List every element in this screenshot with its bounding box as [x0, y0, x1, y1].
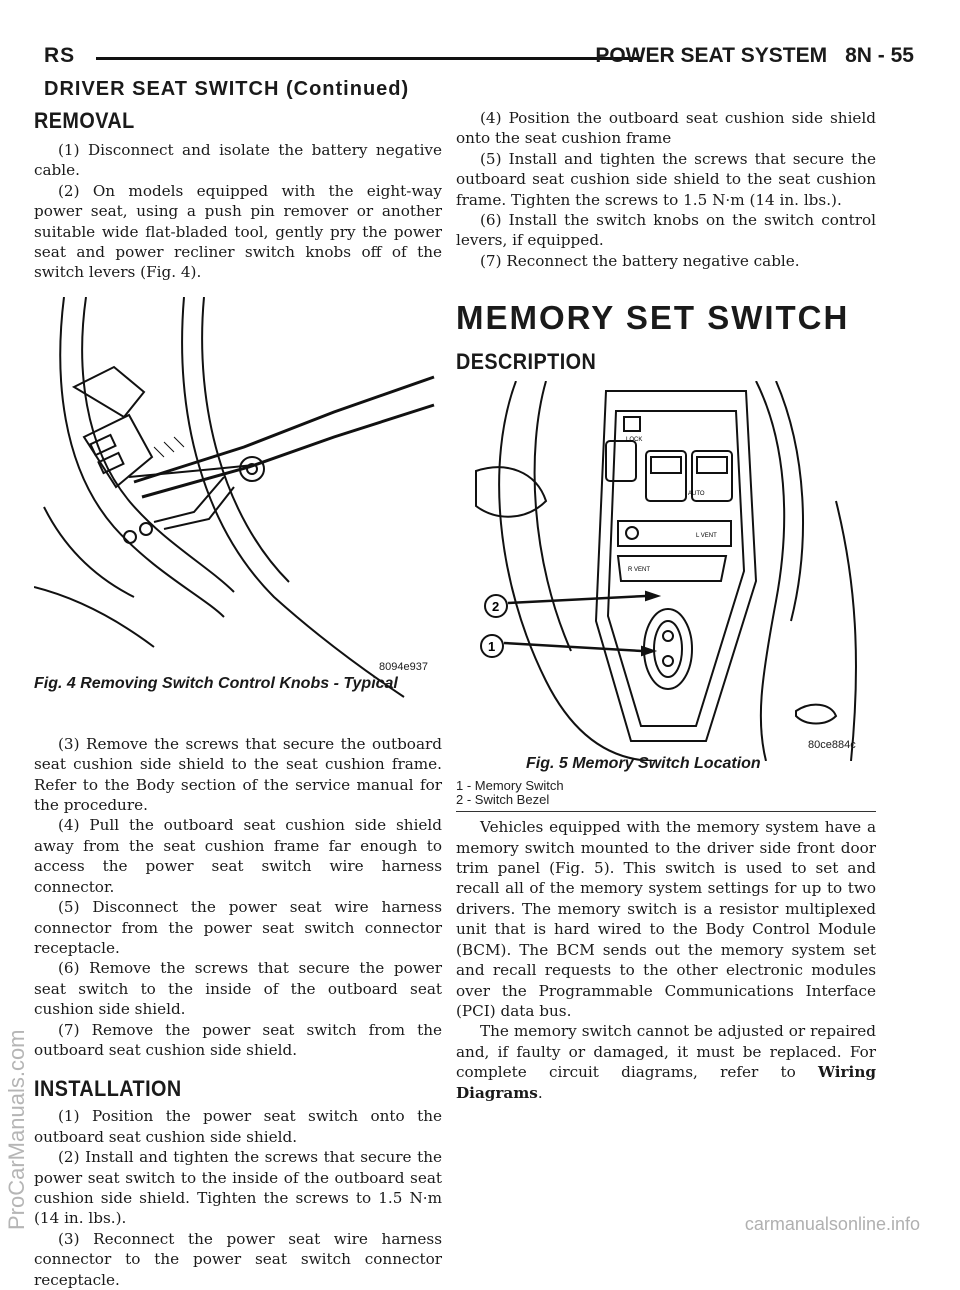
wiring-diagrams-ref: Wiring Diagrams: [456, 1063, 876, 1102]
header-right: [595, 44, 914, 68]
memory-para-2-end: .: [537, 1083, 543, 1102]
fig4-figure: [34, 297, 442, 734]
removal-heading: REMOVAL: [34, 108, 135, 133]
fig4-code: 8094e937: [379, 660, 428, 673]
fig5-illustration: [456, 381, 876, 761]
legend-rule: [456, 811, 876, 812]
removal-step-1: (1) Disconnect and isolate the battery negative cable.: [34, 141, 442, 180]
lock-label: LOCK: [626, 437, 643, 444]
left-column: [34, 108, 442, 1290]
removal-step-5: (5) Disconnect the power seat wire harness connector from the power seat switch connector receptacle.: [34, 898, 442, 957]
header-title: POWER SEAT SYSTEM: [595, 44, 828, 67]
install-step-7: (7) Reconnect the battery negative cable.: [480, 251, 800, 270]
removal-step-3: (3) Remove the screws that secure the outboard seat cushion side shield to the seat cushion frame. Refer to the Body section of the service manual for the procedure.: [34, 734, 442, 815]
callout-2: 2: [492, 599, 500, 615]
legend-item-1: 1 - Memory Switch: [456, 778, 564, 794]
installation-heading: INSTALLATION: [34, 1076, 182, 1102]
callout-1: 1: [488, 639, 496, 655]
fig5-code: 80ce884c: [808, 739, 856, 752]
removal-step-7: (7) Remove the power seat switch from the outboard seat cushion side shield.: [34, 1020, 442, 1059]
l-vent-label: L VENT: [696, 533, 717, 540]
memory-para-2-text: The memory switch cannot be adjusted or repaired and, if faulty or damaged, it must be replaced. For complete circuit diagrams, refer to: [456, 1022, 876, 1082]
header-section-code: RS: [44, 44, 76, 67]
memory-para-1: Vehicles equipped with the memory system have a memory switch mounted to the driver side front door trim panel (Fig. 5). This switch is used to set and recall all of the memory system settings for up to two drivers. The memory switch is a resistor multiplexed unit that is hard wired to the Body Control Module (BCM). The BCM sends out the memory system set and recall requests to the other electronic modules over the Programmable Communications Interface (PCI) data bus.: [456, 818, 876, 1020]
fig4-illustration: [34, 297, 442, 707]
memory-set-switch-title: MEMORY SET SWITCH: [456, 299, 850, 337]
footer-watermark: carmanualsonline.info: [744, 1214, 920, 1234]
fig5-caption: Fig. 5 Memory Switch Location: [526, 755, 761, 773]
description-heading: DESCRIPTION: [456, 349, 597, 375]
install-step-4: (4) Position the outboard seat cushion side shield onto the seat cushion frame: [456, 109, 876, 148]
fig4-caption: Fig. 4 Removing Switch Control Knobs - Typical: [34, 674, 398, 692]
install-step-1: (1) Position the power seat switch onto the outboard seat cushion side shield.: [34, 1107, 442, 1146]
fig5-legend: [456, 779, 564, 807]
legend-item-2: 2 - Switch Bezel: [456, 792, 550, 808]
removal-step-4: (4) Pull the outboard seat cushion side shield away from the seat cushion frame far enough to access the power seat switch wire harness connector.: [34, 816, 442, 896]
install-step-3: (3) Reconnect the power seat wire harness connector to the power seat switch connector receptacle.: [34, 1229, 442, 1289]
watermark: ProCarManuals.com: [4, 1029, 29, 1230]
removal-step-2: (2) On models equipped with the eight-way power seat, using a push pin remover or another suitable wide flat-bladed tool, gently pry the power seat and power recliner switch knobs off of the switch levers (Fig. 4).: [34, 181, 442, 282]
install-step-6: (6) Install the switch knobs on the switch control levers, if equipped.: [456, 211, 876, 250]
install-step-5: (5) Install and tighten the screws that secure the outboard seat cushion side shield to the seat cushion frame. Tighten the screws to 1.5 N·m (14 in. lbs.).: [456, 149, 876, 209]
install-step-2: (2) Install and tighten the screws that secure the power seat switch to the inside of the outboard seat cushion side shield. Tighten the screws to 1.5 N·m (14 in. lbs.).: [34, 1148, 442, 1228]
r-vent-label: R VENT: [628, 567, 651, 574]
fig5-figure: [456, 381, 876, 808]
memory-para-2: [456, 1021, 876, 1103]
removal-step-6: (6) Remove the screws that secure the power seat switch to the inside of the outboard seat cushion side shield.: [34, 959, 442, 1019]
header-rule: [96, 57, 642, 60]
auto-label: AUTO: [688, 491, 705, 498]
continued-heading: DRIVER SEAT SWITCH (Continued): [44, 78, 410, 100]
right-column: [456, 108, 876, 1103]
page-number: 8N - 55: [845, 44, 914, 67]
